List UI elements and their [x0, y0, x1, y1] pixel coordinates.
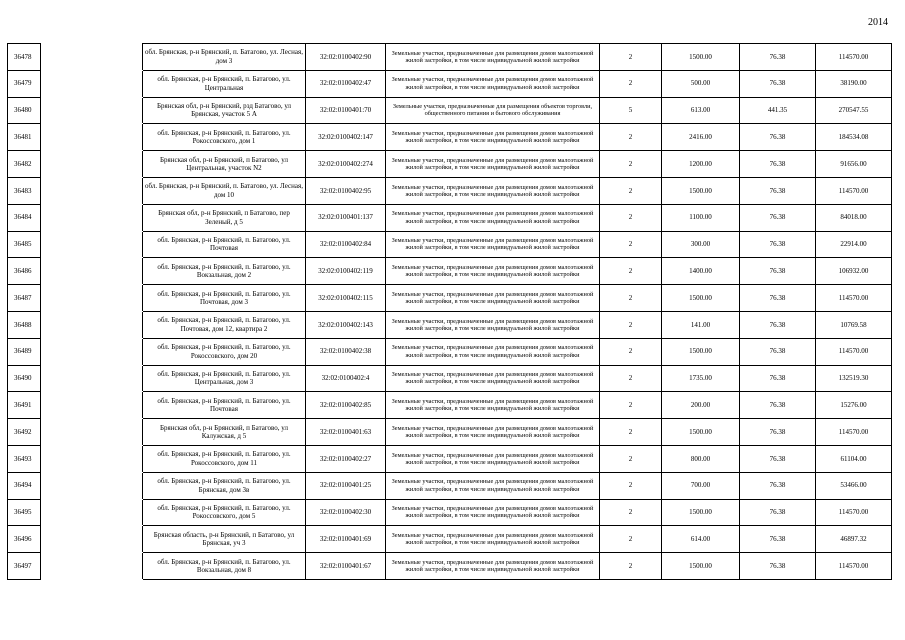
cadastral-value-cell: 114570.00	[816, 499, 892, 526]
land-use-cell: Земельные участки, предназначенные для размещения домов малоэтажной жилой застройки, в том числе индивидуальной жилой застройки	[386, 311, 600, 338]
address-cell: обл. Брянская, р-н Брянский, п. Батагово, ул. Центральная	[143, 70, 306, 97]
specific-value-cell: 76.38	[740, 231, 816, 258]
address-cell: обл. Брянская, р-н Брянский, п. Батагово, ул. Рокоссовского, дом 20	[143, 338, 306, 365]
cadastral-value-cell: 46897.32	[816, 526, 892, 553]
cadastral-number-cell: 32:02:0100401:25	[306, 472, 386, 499]
blank-cell	[41, 151, 143, 178]
cadastral-value-cell: 132519.30	[816, 365, 892, 392]
address-cell: обл. Брянская, р-н Брянский, п. Батагово, ул. Лесная, дом 10	[143, 177, 306, 204]
group-number-cell: 2	[600, 204, 662, 231]
specific-value-cell: 76.38	[740, 204, 816, 231]
cadastral-number-cell: 32:02:0100402:85	[306, 392, 386, 419]
address-cell: обл. Брянская, р-н Брянский, п. Батагово, ул. Вокзальная, дом 8	[143, 553, 306, 580]
blank-cell	[41, 285, 143, 312]
area-cell: 1500.00	[662, 553, 740, 580]
table-row	[8, 285, 892, 312]
land-use-cell: Земельные участки, предназначенные для размещения домов малоэтажной жилой застройки, в том числе индивидуальной жилой застройки	[386, 285, 600, 312]
table-body	[8, 44, 892, 580]
land-use-cell: Земельные участки, предназначенные для размещения домов малоэтажной жилой застройки, в том числе индивидуальной жилой застройки	[386, 419, 600, 446]
group-number-cell: 2	[600, 365, 662, 392]
group-number-cell: 2	[600, 44, 662, 71]
land-use-cell: Земельные участки, предназначенные для размещения домов малоэтажной жилой застройки, в том числе индивидуальной жилой застройки	[386, 70, 600, 97]
area-cell: 1500.00	[662, 44, 740, 71]
group-number-cell: 2	[600, 392, 662, 419]
specific-value-cell: 76.38	[740, 258, 816, 285]
land-use-cell: Земельные участки, предназначенные для размещения домов малоэтажной жилой застройки, в том числе индивидуальной жилой застройки	[386, 365, 600, 392]
specific-value-cell: 76.38	[740, 526, 816, 553]
cadastral-value-cell: 15276.00	[816, 392, 892, 419]
blank-cell	[41, 553, 143, 580]
land-use-cell: Земельные участки, предназначенные для размещения домов малоэтажной жилой застройки, в том числе индивидуальной жилой застройки	[386, 553, 600, 580]
record-id-cell: 36494	[8, 472, 41, 499]
record-id-cell: 36489	[8, 338, 41, 365]
land-use-cell: Земельные участки, предназначенные для размещения домов малоэтажной жилой застройки, в том числе индивидуальной жилой застройки	[386, 151, 600, 178]
specific-value-cell: 76.38	[740, 338, 816, 365]
address-cell: обл. Брянская, р-н Брянский, п. Батагово, ул. Брянская, дом 3в	[143, 472, 306, 499]
address-cell: обл. Брянская, р-н Брянский, п. Батагово, ул. Почтовая	[143, 231, 306, 258]
address-cell: обл. Брянская, р-н Брянский, п. Батагово, ул. Рокоссовского, дом 1	[143, 124, 306, 151]
specific-value-cell: 76.38	[740, 177, 816, 204]
blank-cell	[41, 97, 143, 124]
table-row	[8, 151, 892, 178]
cadastral-value-cell: 91656.00	[816, 151, 892, 178]
area-cell: 1400.00	[662, 258, 740, 285]
cadastral-number-cell: 32:02:0100401:69	[306, 526, 386, 553]
cadastral-number-cell: 32:02:0100401:137	[306, 204, 386, 231]
area-cell: 1500.00	[662, 499, 740, 526]
area-cell: 1500.00	[662, 285, 740, 312]
table-row	[8, 231, 892, 258]
address-cell: обл. Брянская, р-н Брянский, п. Батагово, ул. Вокзальная, дом 2	[143, 258, 306, 285]
record-id-cell: 36493	[8, 445, 41, 472]
cadastral-value-cell: 114570.00	[816, 44, 892, 71]
blank-cell	[41, 499, 143, 526]
blank-cell	[41, 258, 143, 285]
address-cell: обл. Брянская, р-н Брянский, п. Батагово, ул. Лесная, дом 3	[143, 44, 306, 71]
table-row	[8, 177, 892, 204]
area-cell: 613.00	[662, 97, 740, 124]
cadastral-number-cell: 32:02:0100402:115	[306, 285, 386, 312]
area-cell: 1735.00	[662, 365, 740, 392]
land-use-cell: Земельные участки, предназначенные для размещения домов малоэтажной жилой застройки, в том числе индивидуальной жилой застройки	[386, 231, 600, 258]
record-id-cell: 36497	[8, 553, 41, 580]
cadastral-number-cell: 32:02:0100402:143	[306, 311, 386, 338]
cadastral-number-cell: 32:02:0100402:90	[306, 44, 386, 71]
area-cell: 300.00	[662, 231, 740, 258]
blank-cell	[41, 472, 143, 499]
land-use-cell: Земельные участки, предназначенные для размещения домов малоэтажной жилой застройки, в том числе индивидуальной жилой застройки	[386, 204, 600, 231]
cadastral-value-cell: 84018.00	[816, 204, 892, 231]
record-id-cell: 36491	[8, 392, 41, 419]
cadastral-value-cell: 114570.00	[816, 285, 892, 312]
area-cell: 700.00	[662, 472, 740, 499]
land-use-cell: Земельные участки, предназначенные для размещения домов малоэтажной жилой застройки, в том числе индивидуальной жилой застройки	[386, 526, 600, 553]
table-row	[8, 258, 892, 285]
land-use-cell: Земельные участки, предназначенные для размещения домов малоэтажной жилой застройки, в том числе индивидуальной жилой застройки	[386, 258, 600, 285]
address-cell: обл. Брянская, р-н Брянский, п. Батагово, ул. Центральная, дом 3	[143, 365, 306, 392]
area-cell: 500.00	[662, 70, 740, 97]
group-number-cell: 2	[600, 285, 662, 312]
address-cell: обл. Брянская, р-н Брянский, п. Батагово, ул. Почтовая, дом 3	[143, 285, 306, 312]
cadastral-value-cell: 38190.00	[816, 70, 892, 97]
cadastral-value-cell: 61104.00	[816, 445, 892, 472]
area-cell: 2416.00	[662, 124, 740, 151]
table-row	[8, 499, 892, 526]
cadastral-number-cell: 32:02:0100402:84	[306, 231, 386, 258]
address-cell: Брянская обл, р-н Брянский, п Батагово, ул Центральная, участок N2	[143, 151, 306, 178]
cadastral-value-cell: 114570.00	[816, 419, 892, 446]
specific-value-cell: 76.38	[740, 70, 816, 97]
table-row	[8, 338, 892, 365]
cadastral-value-cell: 114570.00	[816, 338, 892, 365]
land-use-cell: Земельные участки, предназначенные для размещения домов малоэтажной жилой застройки, в том числе индивидуальной жилой застройки	[386, 177, 600, 204]
cadastral-value-cell: 106932.00	[816, 258, 892, 285]
blank-cell	[41, 231, 143, 258]
area-cell: 614.00	[662, 526, 740, 553]
blank-cell	[41, 526, 143, 553]
specific-value-cell: 76.38	[740, 285, 816, 312]
area-cell: 1100.00	[662, 204, 740, 231]
table-row	[8, 70, 892, 97]
land-use-cell: Земельные участки, предназначенные для размещения домов малоэтажной жилой застройки, в том числе индивидуальной жилой застройки	[386, 124, 600, 151]
group-number-cell: 5	[600, 97, 662, 124]
blank-cell	[41, 177, 143, 204]
specific-value-cell: 441.35	[740, 97, 816, 124]
address-cell: Брянская обл, р-н Брянский, п Батагово, ул Калужская, д 5	[143, 419, 306, 446]
table-row	[8, 472, 892, 499]
specific-value-cell: 76.38	[740, 365, 816, 392]
address-cell: Брянская область, р-н Брянский, п Батагово, ул Брянская, уч 3	[143, 526, 306, 553]
cadastral-value-cell: 114570.00	[816, 177, 892, 204]
group-number-cell: 2	[600, 419, 662, 446]
address-cell: обл. Брянская, р-н Брянский, п. Батагово, ул. Рокоссовского, дом 5	[143, 499, 306, 526]
table-row	[8, 124, 892, 151]
table-row	[8, 526, 892, 553]
blank-cell	[41, 44, 143, 71]
area-cell: 1500.00	[662, 338, 740, 365]
record-id-cell: 36481	[8, 124, 41, 151]
cadastral-value-cell: 270547.55	[816, 97, 892, 124]
area-cell: 1500.00	[662, 177, 740, 204]
cadastral-number-cell: 32:02:0100402:95	[306, 177, 386, 204]
address-cell: Брянская обл, р-н Брянский, п Батагово, пер Зеленый, д 5	[143, 204, 306, 231]
group-number-cell: 2	[600, 70, 662, 97]
cadastral-number-cell: 32:02:0100401:63	[306, 419, 386, 446]
blank-cell	[41, 419, 143, 446]
blank-cell	[41, 124, 143, 151]
group-number-cell: 2	[600, 231, 662, 258]
specific-value-cell: 76.38	[740, 124, 816, 151]
cadastral-number-cell: 32:02:0100401:70	[306, 97, 386, 124]
group-number-cell: 2	[600, 151, 662, 178]
cadastral-number-cell: 32:02:0100402:4	[306, 365, 386, 392]
cadastral-value-cell: 53466.00	[816, 472, 892, 499]
land-use-cell: Земельные участки, предназначенные для размещения объектов торговли, общественного питания и бытового обслуживания	[386, 97, 600, 124]
specific-value-cell: 76.38	[740, 392, 816, 419]
record-id-cell: 36488	[8, 311, 41, 338]
blank-cell	[41, 204, 143, 231]
cadastral-number-cell: 32:02:0100402:274	[306, 151, 386, 178]
cadastral-number-cell: 32:02:0100401:67	[306, 553, 386, 580]
land-use-cell: Земельные участки, предназначенные для размещения домов малоэтажной жилой застройки, в том числе индивидуальной жилой застройки	[386, 445, 600, 472]
record-id-cell: 36480	[8, 97, 41, 124]
cadastral-value-cell: 22914.00	[816, 231, 892, 258]
table-row	[8, 419, 892, 446]
area-cell: 800.00	[662, 445, 740, 472]
group-number-cell: 2	[600, 124, 662, 151]
group-number-cell: 2	[600, 177, 662, 204]
table-row	[8, 97, 892, 124]
group-number-cell: 2	[600, 553, 662, 580]
record-id-cell: 36484	[8, 204, 41, 231]
cadastral-value-cell: 184534.08	[816, 124, 892, 151]
table-row	[8, 204, 892, 231]
specific-value-cell: 76.38	[740, 151, 816, 178]
blank-cell	[41, 392, 143, 419]
cadastral-number-cell: 32:02:0100402:47	[306, 70, 386, 97]
specific-value-cell: 76.38	[740, 472, 816, 499]
area-cell: 200.00	[662, 392, 740, 419]
record-id-cell: 36479	[8, 70, 41, 97]
cadastral-value-cell: 10769.58	[816, 311, 892, 338]
specific-value-cell: 76.38	[740, 311, 816, 338]
land-use-cell: Земельные участки, предназначенные для размещения домов малоэтажной жилой застройки, в том числе индивидуальной жилой застройки	[386, 44, 600, 71]
record-id-cell: 36490	[8, 365, 41, 392]
table-row	[8, 445, 892, 472]
record-id-cell: 36485	[8, 231, 41, 258]
record-id-cell: 36486	[8, 258, 41, 285]
land-use-cell: Земельные участки, предназначенные для размещения домов малоэтажной жилой застройки, в том числе индивидуальной жилой застройки	[386, 472, 600, 499]
record-id-cell: 36482	[8, 151, 41, 178]
address-cell: обл. Брянская, р-н Брянский, п. Батагово, ул. Рокоссовского, дом 11	[143, 445, 306, 472]
table-row	[8, 392, 892, 419]
group-number-cell: 2	[600, 526, 662, 553]
specific-value-cell: 76.38	[740, 419, 816, 446]
record-id-cell: 36487	[8, 285, 41, 312]
blank-cell	[41, 311, 143, 338]
group-number-cell: 2	[600, 445, 662, 472]
specific-value-cell: 76.38	[740, 553, 816, 580]
record-id-cell: 36496	[8, 526, 41, 553]
cadastral-number-cell: 32:02:0100402:27	[306, 445, 386, 472]
group-number-cell: 2	[600, 311, 662, 338]
land-use-cell: Земельные участки, предназначенные для размещения домов малоэтажной жилой застройки, в том числе индивидуальной жилой застройки	[386, 338, 600, 365]
cadastral-value-cell: 114570.00	[816, 553, 892, 580]
blank-cell	[41, 70, 143, 97]
group-number-cell: 2	[600, 258, 662, 285]
page-number: 2014	[868, 17, 888, 28]
record-id-cell: 36492	[8, 419, 41, 446]
cadastral-number-cell: 32:02:0100402:147	[306, 124, 386, 151]
specific-value-cell: 76.38	[740, 499, 816, 526]
table-row	[8, 44, 892, 71]
address-cell: Брянская обл, р-н Брянский, рзд Батагово, ул Брянская, участок 5 А	[143, 97, 306, 124]
specific-value-cell: 76.38	[740, 44, 816, 71]
record-id-cell: 36478	[8, 44, 41, 71]
land-use-cell: Земельные участки, предназначенные для размещения домов малоэтажной жилой застройки, в том числе индивидуальной жилой застройки	[386, 499, 600, 526]
table-row	[8, 553, 892, 580]
address-cell: обл. Брянская, р-н Брянский, п. Батагово, ул. Почтовая, дом 12, квартира 2	[143, 311, 306, 338]
cadastral-value-table	[7, 43, 892, 580]
blank-cell	[41, 445, 143, 472]
blank-cell	[41, 365, 143, 392]
blank-cell	[41, 338, 143, 365]
area-cell: 1500.00	[662, 419, 740, 446]
address-cell: обл. Брянская, р-н Брянский, п. Батагово, ул. Почтовая	[143, 392, 306, 419]
group-number-cell: 2	[600, 472, 662, 499]
table-row	[8, 311, 892, 338]
group-number-cell: 2	[600, 499, 662, 526]
area-cell: 1200.00	[662, 151, 740, 178]
table-row	[8, 365, 892, 392]
group-number-cell: 2	[600, 338, 662, 365]
cadastral-number-cell: 32:02:0100402:119	[306, 258, 386, 285]
cadastral-number-cell: 32:02:0100402:38	[306, 338, 386, 365]
specific-value-cell: 76.38	[740, 445, 816, 472]
cadastral-number-cell: 32:02:0100402:30	[306, 499, 386, 526]
record-id-cell: 36483	[8, 177, 41, 204]
record-id-cell: 36495	[8, 499, 41, 526]
area-cell: 141.00	[662, 311, 740, 338]
land-use-cell: Земельные участки, предназначенные для размещения домов малоэтажной жилой застройки, в том числе индивидуальной жилой застройки	[386, 392, 600, 419]
